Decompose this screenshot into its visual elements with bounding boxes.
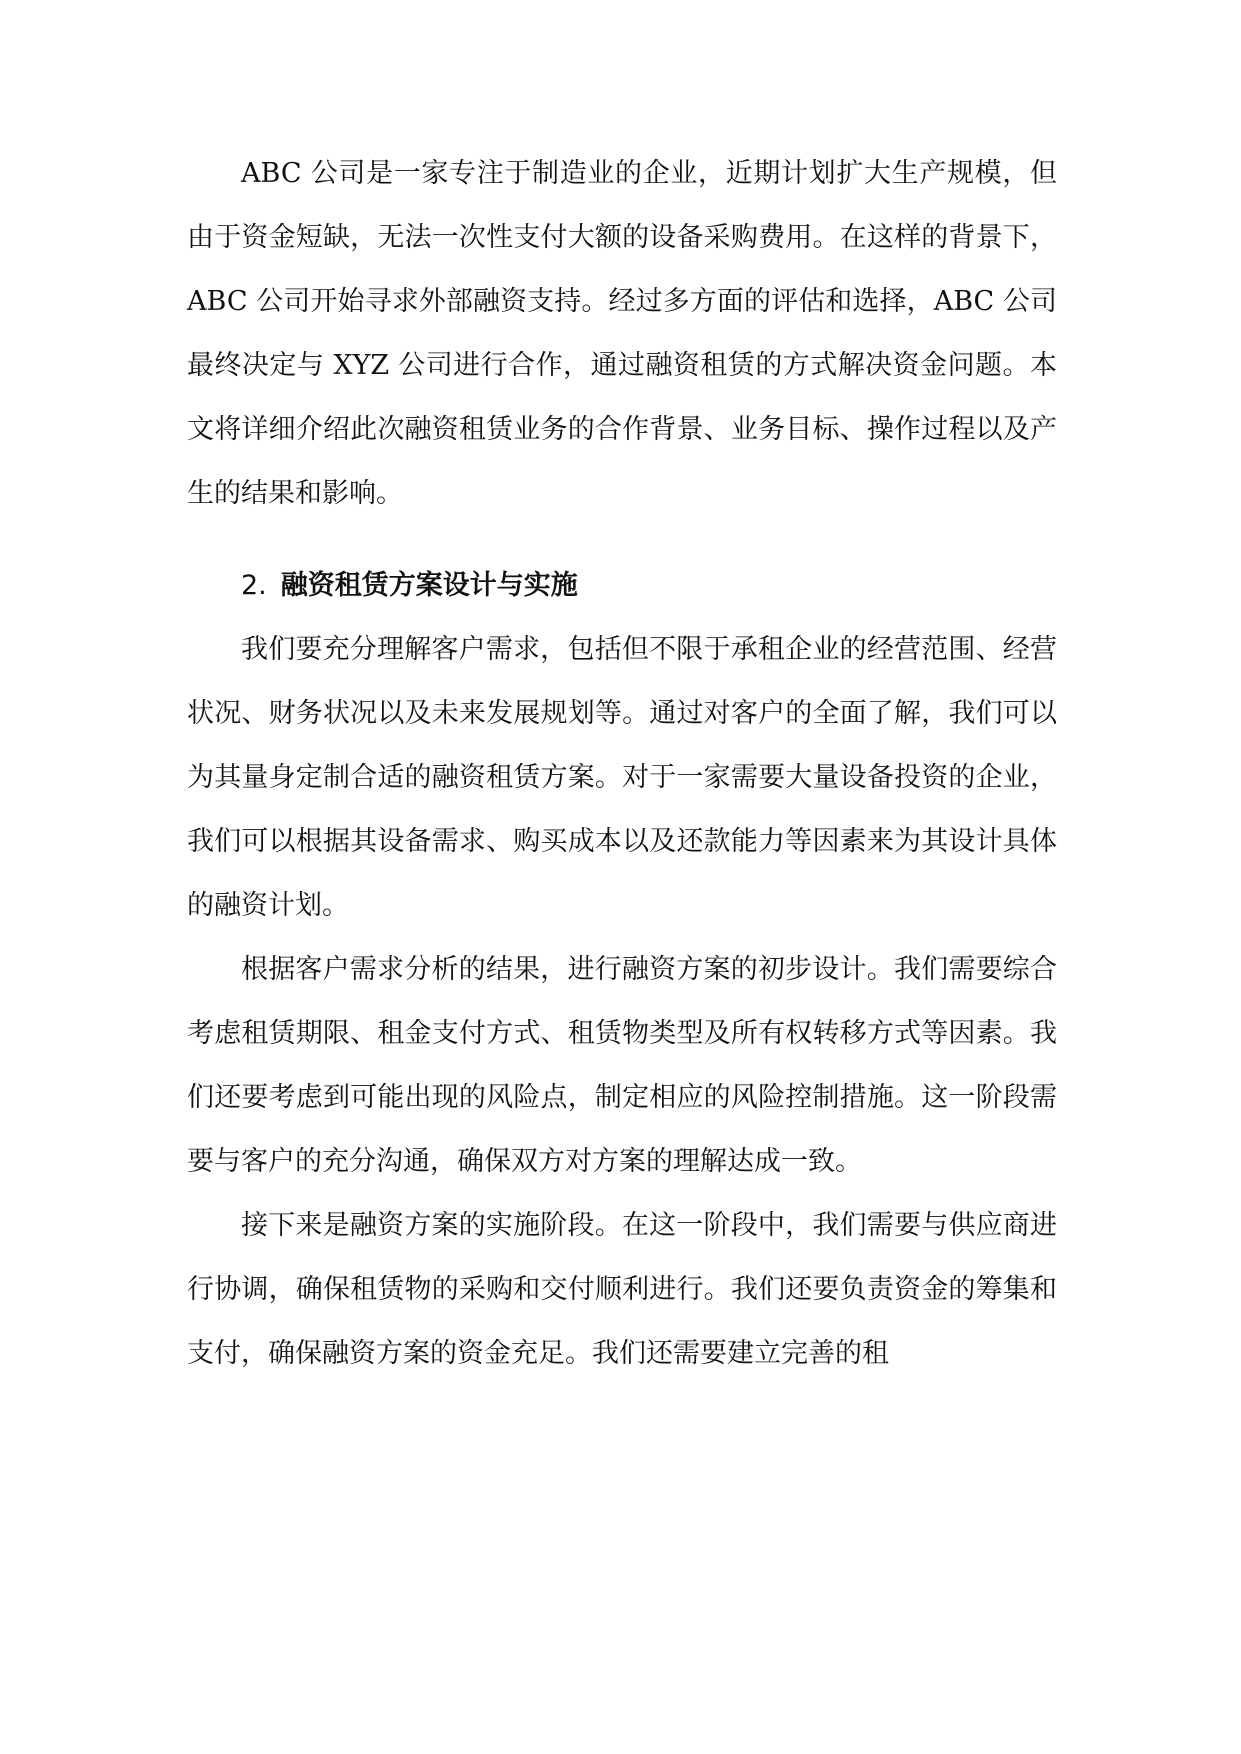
- paragraph-initial-design: 根据客户需求分析的结果，进行融资方案的初步设计。我们需要综合考虑租赁期限、租金支付方式、租赁物类型及所有权转移方式等因素。我们还要考虑到可能出现的风险点，制定相应的风险控制措施。这一阶段需要与客户的充分沟通，确保双方对方案的理解达成一致。: [187, 954, 1057, 1177]
- paragraph-intro: ABC 公司是一家专注于制造业的企业，近期计划扩大生产规模，但由于资金短缺，无法一次性支付大额的设备采购费用。在这样的背景下，ABC 公司开始寻求外部融资支持。经过多方面的评估和选择，ABC 公司最终决定与 XYZ 公司进行合作，通过融资租赁的方式解决资金问题。本文将详细介绍此次融资租赁业务的合作背景、业务目标、操作过程以及产生的结果和影响。: [187, 158, 1057, 509]
- document-body: [187, 142, 1057, 1386]
- section-number: 2.: [241, 570, 267, 601]
- paragraph-customer-needs: 我们要充分理解客户需求，包括但不限于承租企业的经营范围、经营状况、财务状况以及未来发展规划等。通过对客户的全面了解，我们可以为其量身定制合适的融资租赁方案。对于一家需要大量设备投资的企业，我们可以根据其设备需求、购买成本以及还款能力等因素来为其设计具体的融资计划。: [187, 634, 1057, 921]
- paragraph-implementation: 接下来是融资方案的实施阶段。在这一阶段中，我们需要与供应商进行协调，确保租赁物的采购和交付顺利进行。我们还要负责资金的筹集和支付，确保融资方案的资金充足。我们还需要建立完善的租: [187, 1210, 1057, 1369]
- section-heading: [187, 554, 1057, 618]
- section-title: 融资租赁方案设计与实施: [280, 570, 578, 601]
